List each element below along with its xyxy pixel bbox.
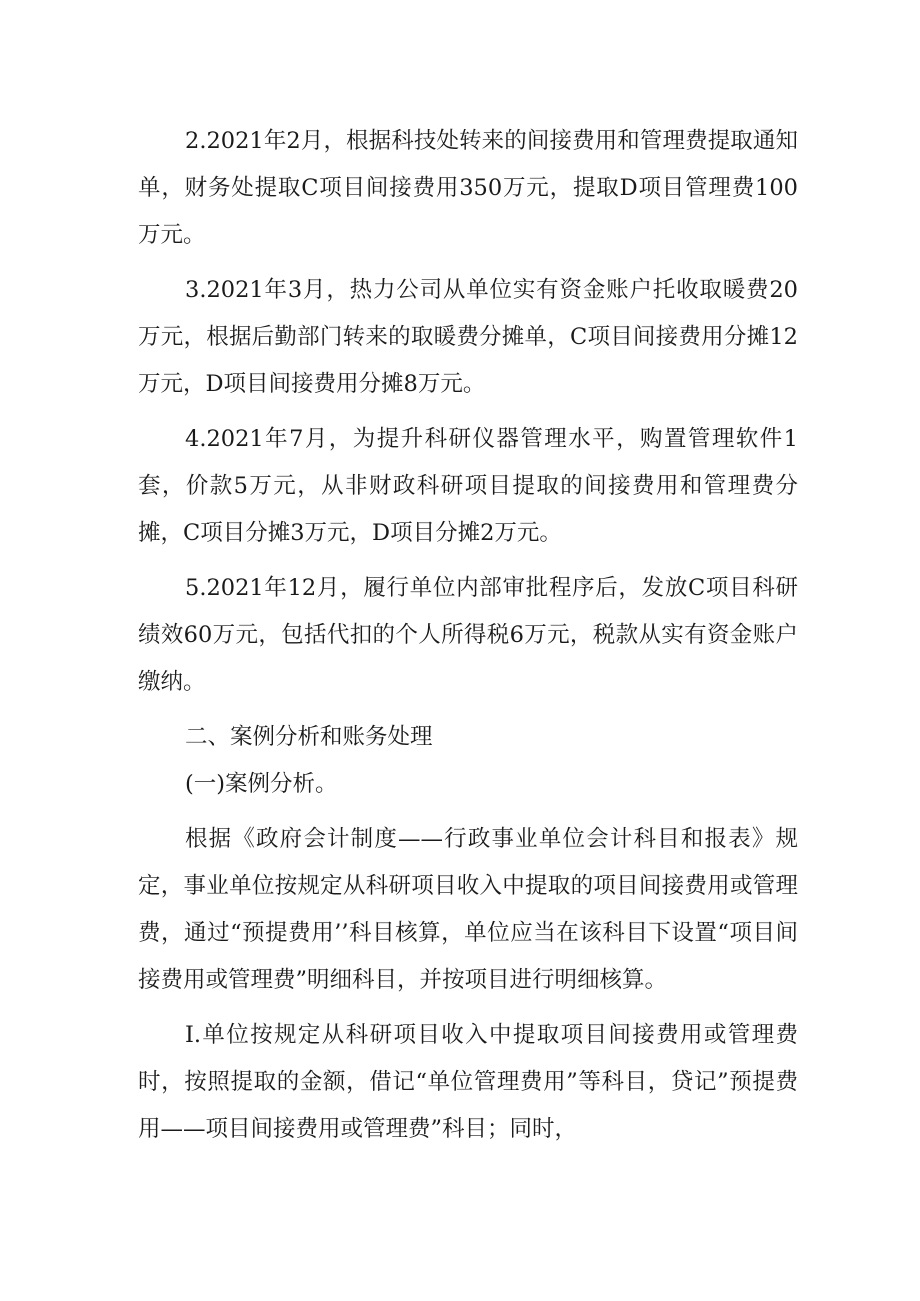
- section-heading: 二、案例分析和账务处理: [185, 724, 433, 750]
- paragraph-rule-1: I.单位按规定从科研项目收入中提取项目间接费用或管理费时，按照提取的金额，借记“单位管理费用”等科目，贷记”预提费用——项目间接费用或管理费”科目；同时，: [138, 1022, 798, 1142]
- paragraph-item-2: 2.2021年2月，根据科技处转来的间接费用和管理费提取通知单，财务处提取C项目间接费用350万元，提取D项目管理费100万元。: [138, 128, 798, 248]
- subsection-heading: (一)案例分析。: [185, 771, 338, 797]
- document-body: [138, 118, 798, 1153]
- paragraph-regulation: 根据《政府会计制度——行政事业单位会计科目和报表》规定，事业单位按规定从科研项目收入中提取的项目间接费用或管理费，通过“预提费用’’科目核算，单位应当在该科目下设置“项目间接费用或管理费”明细科目，并按项目进行明细核算。: [138, 826, 798, 993]
- paragraph-item-4: 4.2021年7月，为提升科研仪器管理水平，购置管理软件1套，价款5万元，从非财政科研项目提取的间接费用和管理费分摊，C项目分摊3万元，D项目分摊2万元。: [138, 426, 798, 546]
- paragraph-item-5: 5.2021年12月，履行单位内部审批程序后，发放C项目科研绩效60万元，包括代扣的个人所得税6万元，税款从实有资金账户缴纳。: [138, 575, 798, 695]
- paragraph-item-3: 3.2021年3月，热力公司从单位实有资金账户托收取暖费20万元，根据后勤部门转来的取暖费分摊单，C项目间接费用分摊12万元，D项目间接费用分摊8万元。: [138, 277, 798, 397]
